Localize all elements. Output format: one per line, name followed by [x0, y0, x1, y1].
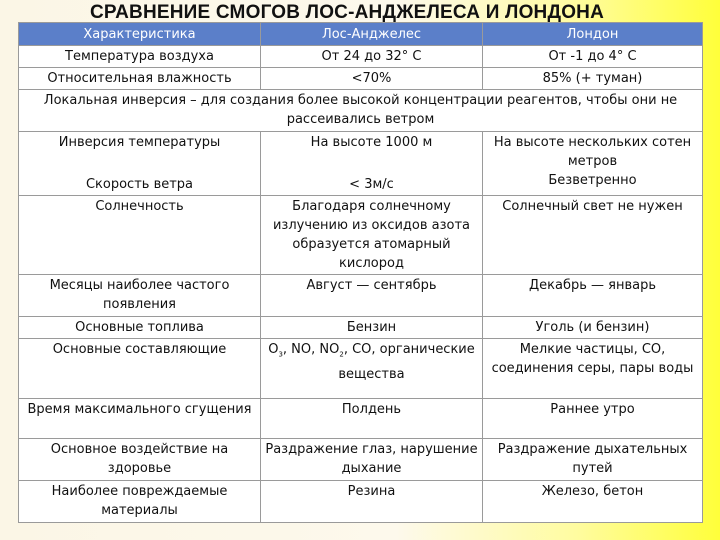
row-label: Относительная влажность [19, 68, 261, 90]
formula-o: O [268, 342, 279, 357]
row-label: Температура воздуха [19, 46, 261, 68]
cell-london: Солнечный свет не нужен [483, 196, 703, 275]
header-characteristic: Характеристика [19, 23, 261, 46]
cell-london: Мелкие частицы, СО, соединения серы, пары воды [483, 339, 703, 399]
table-row [19, 196, 703, 275]
row-label: Основные топлива [19, 317, 261, 339]
cell-london: Раздражение дыхательных путей [483, 439, 703, 481]
row-label: Основные составляющие [19, 339, 261, 399]
cell-los-angeles: Резина [261, 481, 483, 523]
table-row [19, 132, 703, 196]
inversion-los-angeles: На высоте 1000 м [310, 135, 433, 150]
row-label: Месяцы наиболее частого появления [19, 275, 261, 317]
table-row [19, 317, 703, 339]
table-row [19, 275, 703, 317]
cell-london: Раннее утро [483, 399, 703, 439]
wind-london: Безветренно [548, 173, 637, 188]
table-header-row [19, 23, 703, 46]
cell-london: От -1 до 4° С [483, 46, 703, 68]
cell-los-angeles: Раздражение глаз, нарушение дыхание [261, 439, 483, 481]
cell-los-angeles: Благодаря солнечному излучению из оксидов азота образуется атомарный кислород [261, 196, 483, 275]
row-label: Наиболее повреждаемые материалы [19, 481, 261, 523]
table-row [19, 339, 703, 399]
row-label [19, 132, 261, 196]
inversion-note: Локальная инверсия – для создания более высокой концентрации реагентов, чтобы они не рассеивались ветром [19, 90, 703, 132]
cell-los-angeles: От 24 до 32° С [261, 46, 483, 68]
cell-london: Железо, бетон [483, 481, 703, 523]
header-london: Лондон [483, 23, 703, 46]
inversion-london: На высоте нескольких сотен метров [493, 135, 692, 169]
header-los-angeles: Лос-Анджелес [261, 23, 483, 46]
cell-los-angeles: Бензин [261, 317, 483, 339]
cell-london: Декабрь — январь [483, 275, 703, 317]
cell-london: Уголь (и бензин) [483, 317, 703, 339]
row-label: Основное воздействие на здоровье [19, 439, 261, 481]
formula-sub-2: 2 [339, 350, 344, 359]
row-label: Солнечность [19, 196, 261, 275]
page-title: СРАВНЕНИЕ СМОГОВ ЛОС-АНДЖЕЛЕСА И ЛОНДОНА [90, 2, 605, 23]
wind-los-angeles: < 3м/с [349, 177, 394, 192]
cell-los-angeles: <70% [261, 68, 483, 90]
table-row [19, 46, 703, 68]
cell-london: 85% (+ туман) [483, 68, 703, 90]
table-row [19, 68, 703, 90]
inversion-label: Инверсия температуры [58, 135, 221, 150]
table-row [19, 439, 703, 481]
cell-los-angeles: Август — сентябрь [261, 275, 483, 317]
formula-no: , NO, NO [282, 342, 340, 357]
formula-rest: , CO, органические вещества [338, 342, 475, 382]
wind-label: Скорость ветра [85, 177, 194, 192]
table-row [19, 90, 703, 132]
cell-los-angeles: Полдень [261, 399, 483, 439]
cell-los-angeles [261, 339, 483, 399]
cell-london [483, 132, 703, 196]
table-row [19, 481, 703, 523]
formula-sub-3: 3 [278, 350, 283, 359]
table-row [19, 399, 703, 439]
row-label: Время максимального сгущения [19, 399, 261, 439]
cell-los-angeles [261, 132, 483, 196]
comparison-table [18, 22, 703, 523]
